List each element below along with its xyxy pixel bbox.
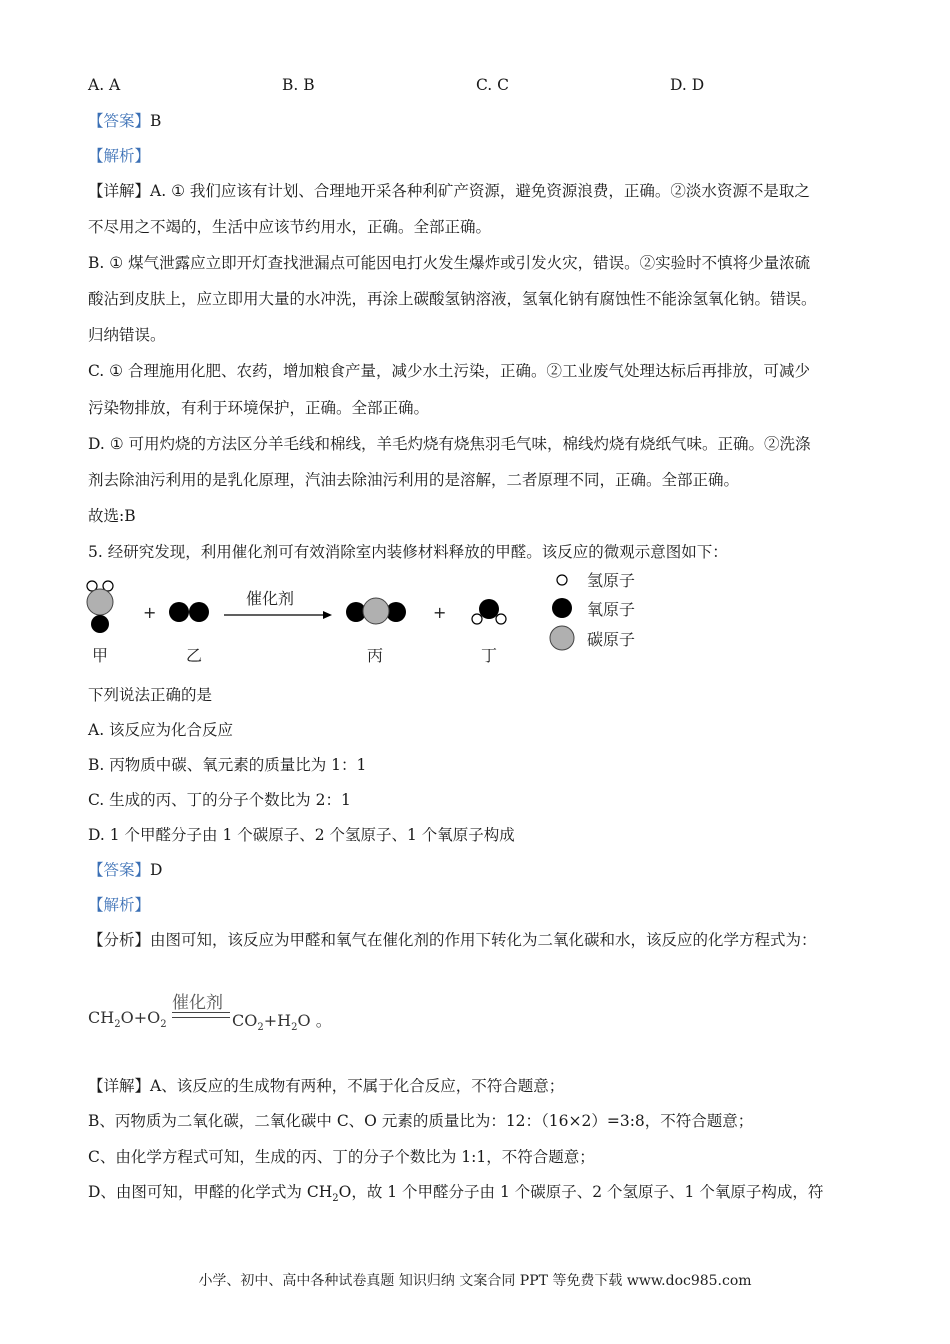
q5-analysis-tag: 【解析】 xyxy=(88,896,151,914)
q5-detail-sub: 2 xyxy=(332,1193,339,1205)
oxygen-atom xyxy=(169,602,189,622)
q4-detail-line-8: D. ① 可用灼烧的方法区分羊毛线和棉线，羊毛灼烧有烧焦羽毛气味，棉线灼烧有烧纸气味。正确。②洗涤 xyxy=(88,435,811,453)
eq-part: +H xyxy=(263,1011,292,1030)
detail-tag: 【详解】 xyxy=(88,182,151,200)
eq-sub: 2 xyxy=(291,1022,298,1034)
fenxi-tag: 【分析】 xyxy=(88,931,151,949)
q4-answer: B xyxy=(150,112,162,130)
q4-detail-line-5: 归纳错误。 xyxy=(88,326,166,344)
eq-part: O xyxy=(297,1011,311,1030)
equation-rhs xyxy=(232,1008,332,1034)
diagram-legend xyxy=(550,572,635,650)
eq-sub: 2 xyxy=(160,1019,167,1031)
arrow-head-icon xyxy=(323,611,332,619)
label-yi: 乙 xyxy=(186,646,203,665)
oxygen-atom xyxy=(91,615,109,633)
q5-option-a: A. 该反应为化合反应 xyxy=(88,721,234,739)
page-footer: 小学、初中、高中各种试卷真题 知识归纳 文案合同 PPT 等免费下载 www.doc985.com xyxy=(198,1273,752,1289)
molecule-bing xyxy=(346,598,406,624)
q5-option-c: C. 生成的丙、丁的分子个数比为 2：1 xyxy=(88,791,351,809)
molecule-ding xyxy=(472,599,506,624)
equation-equals-sign xyxy=(172,1012,230,1018)
eq-sub: 2 xyxy=(257,1022,264,1034)
q4-detail-line-7: 污染物排放，有利于环境保护，正确。全部正确。 xyxy=(88,399,430,417)
detail-tag: 【详解】 xyxy=(88,1077,151,1095)
q5-option-b: B. 丙物质中碳、氧元素的质量比为 1：1 xyxy=(88,756,367,774)
q5-answer-line xyxy=(88,860,868,880)
reaction-diagram xyxy=(80,572,660,672)
q4-detail-line-9: 剂去除油污利用的是乳化原理，汽油去除油污利用的是溶解，二者原理不同，正确。全部正确。 xyxy=(88,471,740,489)
hydrogen-atom xyxy=(496,614,506,624)
q5-fenxi-line xyxy=(88,930,868,950)
q4-analysis-tag: 【解析】 xyxy=(88,147,151,165)
q4-option-a: A. A xyxy=(88,76,121,94)
q4-text: A. ① 我们应该有计划、合理地开采各种利矿产资源，避免资源浪费，正确。②淡水资源不是取之 xyxy=(150,182,810,200)
q4-detail-line-2: 不尽用之不竭的，生活中应该节约用水，正确。全部正确。 xyxy=(88,218,492,236)
oxygen-atom xyxy=(189,602,209,622)
legend-carbon-icon xyxy=(550,626,574,650)
eq-end: 。 xyxy=(315,1011,332,1030)
equation-catalyst: 催化剂 xyxy=(172,993,223,1013)
q5-detail-line-2: B、丙物质为二氧化碳，二氧化碳中 C、O 元素的质量比为：12：（16×2）=3:8，不符合题意； xyxy=(88,1112,754,1130)
legend-hydrogen: 氢原子 xyxy=(587,572,636,590)
catalyst-label: 催化剂 xyxy=(246,589,295,608)
q4-detail-line-3: B. ① 煤气泄露应立即开灯查找泄漏点可能因电打火发生爆炸或引发火灾，错误。②实验时不慎将少量浓硫 xyxy=(88,254,811,272)
fenxi-text: 由图可知，该反应为甲醛和氧气在催化剂的作用下转化为二氧化碳和水，该反应的化学方程式为： xyxy=(150,931,817,949)
plus-sign-1: + xyxy=(143,603,157,622)
carbon-atom xyxy=(87,589,113,615)
label-bing: 丙 xyxy=(367,646,384,665)
eq-part: CH xyxy=(88,1008,115,1027)
eq-part: O+O xyxy=(120,1008,161,1027)
carbon-atom xyxy=(363,598,389,624)
q5-detail-line-1 xyxy=(88,1076,868,1096)
q4-option-b: B. B xyxy=(282,76,315,94)
chemical-equation xyxy=(88,988,388,1038)
equation-lhs xyxy=(88,1008,167,1031)
plus-sign-2: + xyxy=(433,603,447,622)
q4-answer-line xyxy=(88,111,868,131)
answer-tag: 【答案】 xyxy=(88,861,151,879)
legend-hydrogen-icon xyxy=(557,575,567,585)
q5-detail-text: O，故 1 个甲醛分子由 1 个碳原子、2 个氢原子、1 个氧原子构成，符 xyxy=(338,1183,824,1201)
q4-detail-line-1 xyxy=(88,181,868,201)
q5-detail-text: D、由图可知，甲醛的化学式为 CH xyxy=(88,1183,333,1201)
eq-sub: 2 xyxy=(114,1019,121,1031)
legend-oxygen: 氧原子 xyxy=(587,600,636,619)
q5-detail-text: A、该反应的生成物有两种，不属于化合反应，不符合题意； xyxy=(150,1077,565,1095)
eq-part: CO xyxy=(232,1011,258,1030)
q5-stem: 5. 经研究发现，利用催化剂可有效消除室内装修材料释放的甲醛。该反应的微观示意图如下： xyxy=(88,543,728,561)
answer-tag: 【答案】 xyxy=(88,112,151,130)
legend-oxygen-icon xyxy=(552,598,572,618)
legend-carbon: 碳原子 xyxy=(587,630,636,649)
q5-prompt: 下列说法正确的是 xyxy=(88,686,213,704)
molecule-jia xyxy=(87,581,113,633)
label-ding: 丁 xyxy=(481,646,498,665)
q4-detail-line-4: 酸沾到皮肤上，应立即用大量的水冲洗，再涂上碳酸氢钠溶液，氢氧化钠有腐蚀性不能涂氢氧化钠。错误。 xyxy=(88,290,817,308)
q5-detail-line-4 xyxy=(88,1182,868,1205)
oxygen-atom xyxy=(479,599,499,619)
q4-option-d: D. D xyxy=(670,76,705,94)
hydrogen-atom xyxy=(472,614,482,624)
q5-option-d: D. 1 个甲醛分子由 1 个碳原子、2 个氢原子、1 个氧原子构成 xyxy=(88,826,515,844)
q4-detail-line-6: C. ① 合理施用化肥、农药，增加粮食产量，减少水土污染，正确。②工业废气处理达标后再排放，可减少 xyxy=(88,362,810,380)
label-jia: 甲 xyxy=(92,646,109,665)
q5-detail-line-3: C、由化学方程式可知，生成的丙、丁的分子个数比为 1:1，不符合题意； xyxy=(88,1148,595,1166)
q4-option-c: C. C xyxy=(476,76,510,94)
molecule-yi xyxy=(169,602,209,622)
q4-choose: 故选:B xyxy=(88,507,136,525)
q5-answer: D xyxy=(150,861,163,879)
